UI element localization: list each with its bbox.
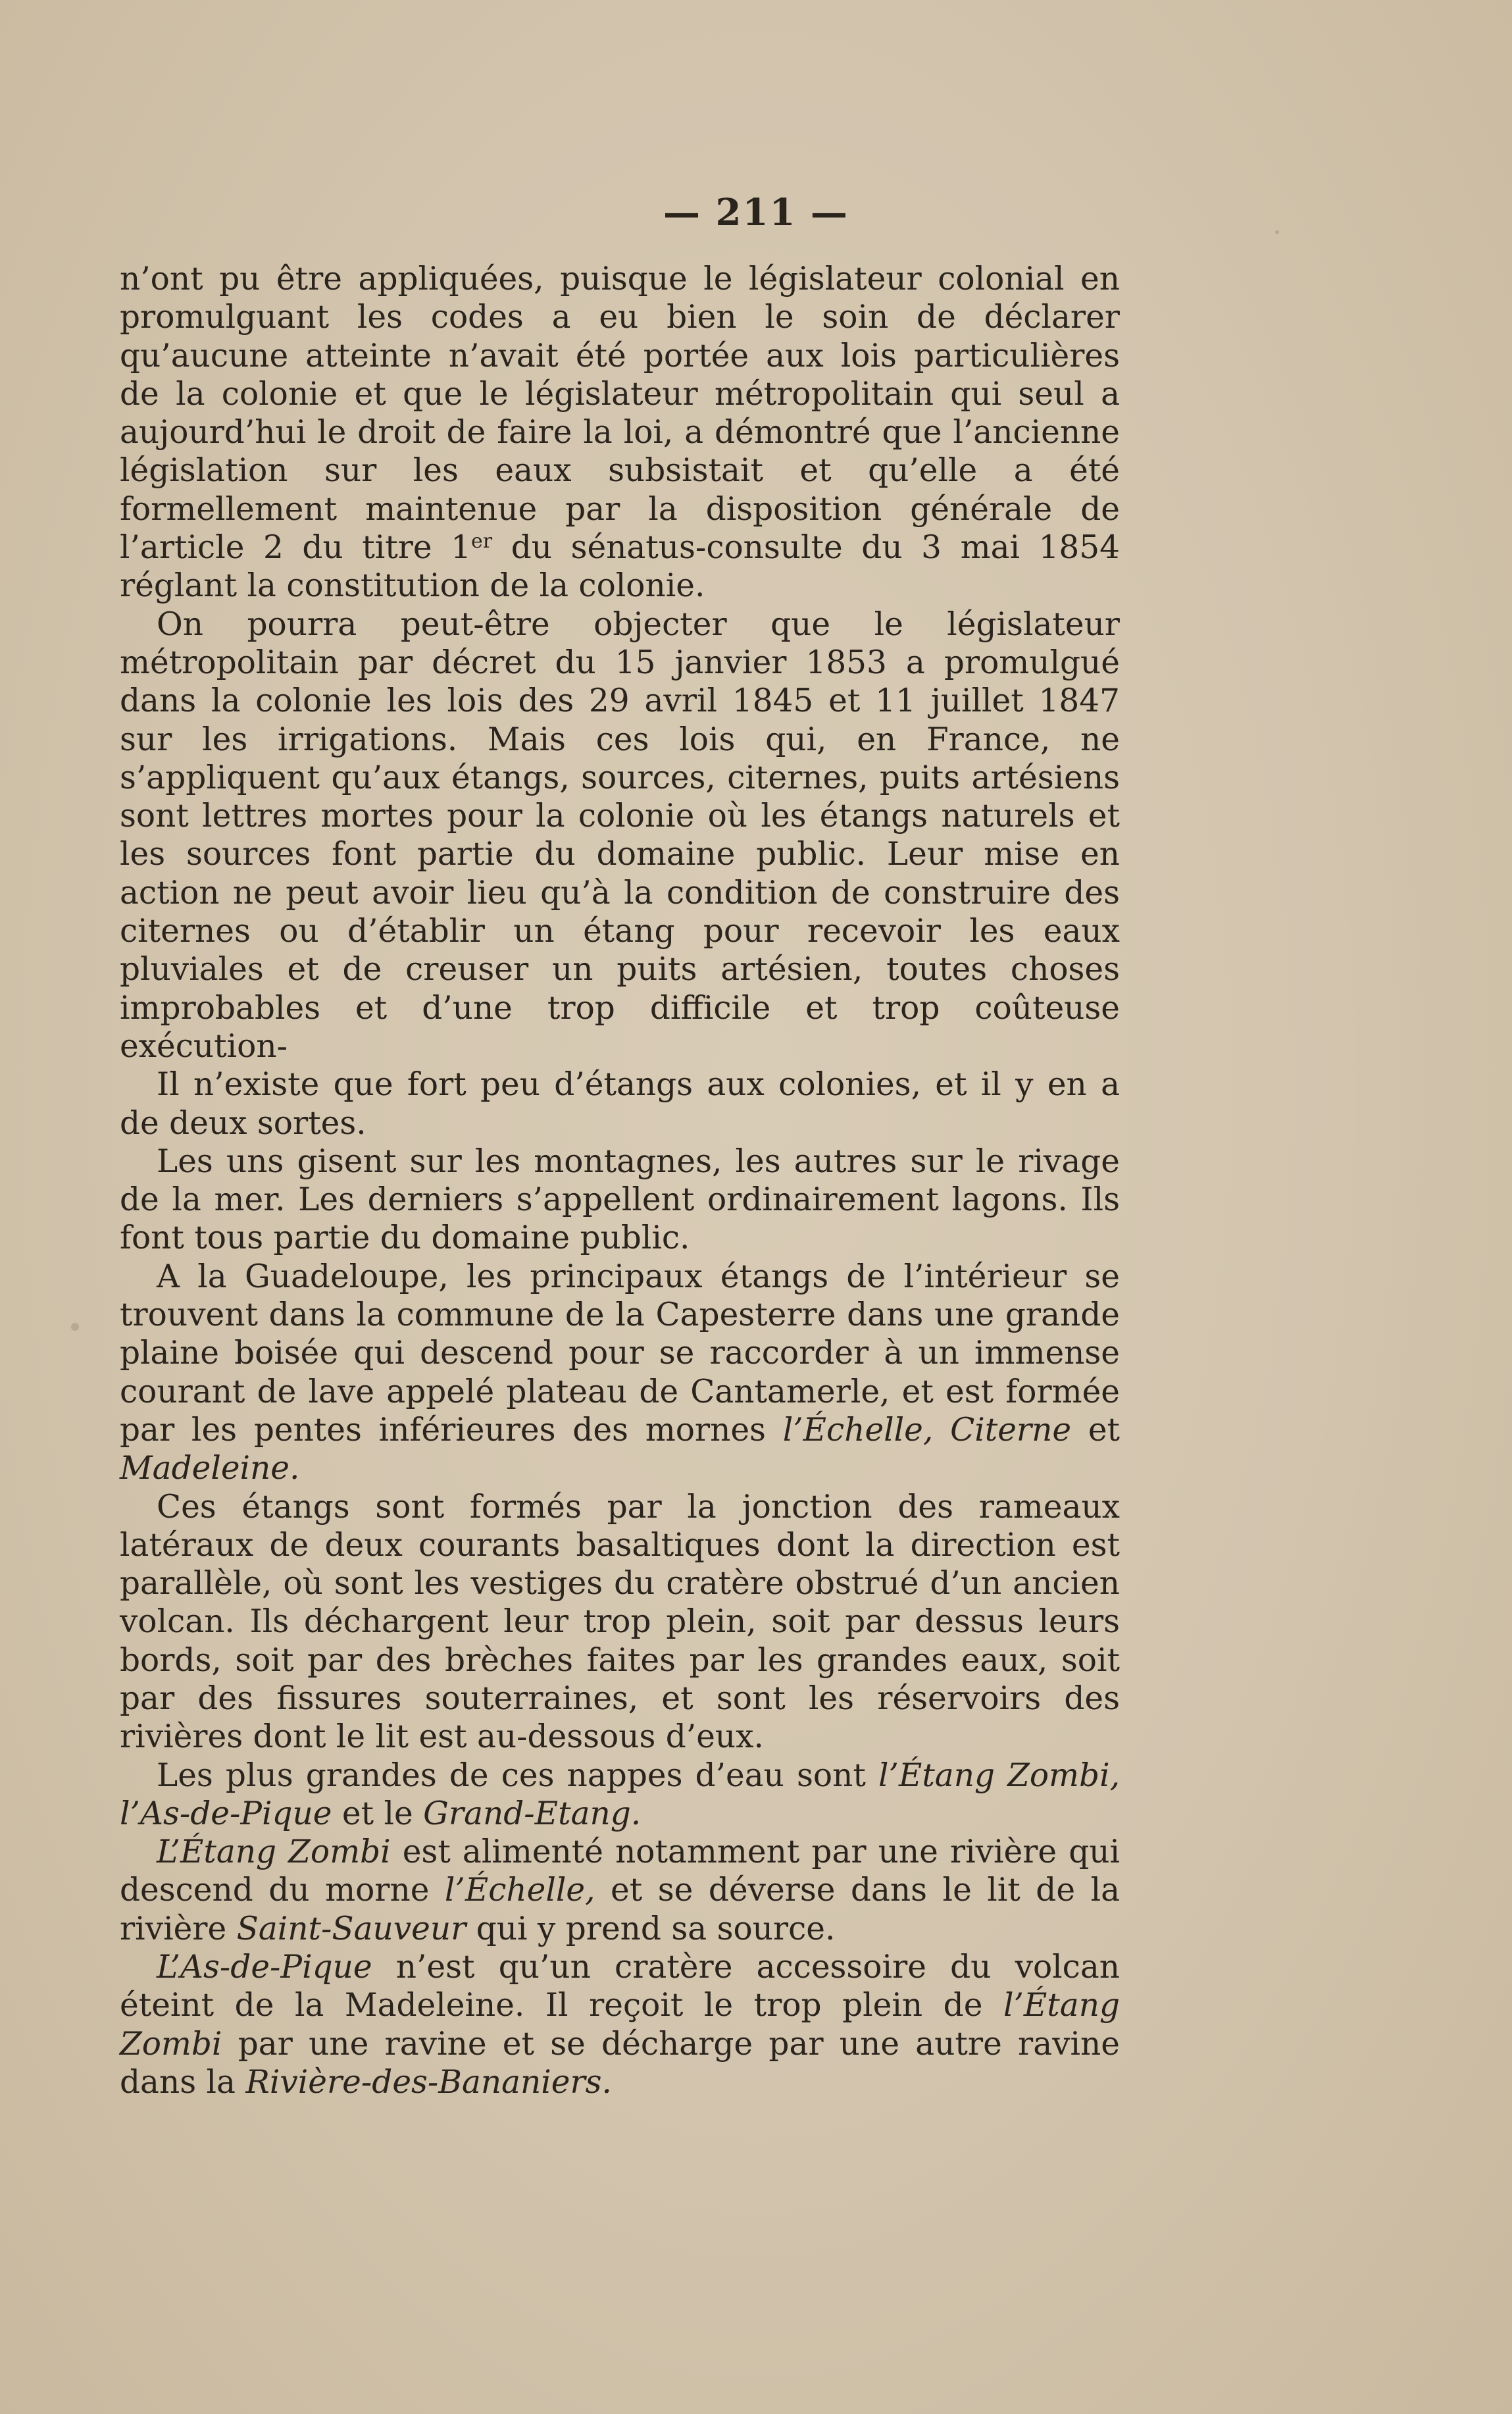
ink-speck xyxy=(1275,230,1279,234)
text-run: et se déverse dans le lit de la rivière xyxy=(120,1872,1120,1947)
text-run: n’ont pu être appliquées, puisque le législateur colonial en promulguant les codes a eu bien le soin de déclarer qu’aucune atteinte n’avait été portée aux lois particulières de la colonie et que le législateur métropolitain qui seul a aujourd’hui le droit de faire la loi, a démontré que l’ancienne législation sur les eaux subsistait et qu’elle a été formellement maintenue par la disposition générale de l’article 2 du titre 1 xyxy=(120,261,1120,567)
ink-speck xyxy=(71,1323,79,1331)
text-run: n’est qu’un cratère accessoire du volcan éteint de la Madeleine. Il reçoit le trop plein de xyxy=(120,1949,1120,2024)
italic-run: l’Étang Zombi xyxy=(120,1987,1120,2063)
text-run: Ces étangs sont formés par la jonction des rameaux latéraux de deux courants basaltiques dont la direction est parallèle, où sont les vestiges du cratère obstrué d’un ancien volcan. Ils déchargent leur trop plein, soit par dessus leurs bords, soit par des brèches faites par les grandes eaux, soit par des fissures souterraines, et sont les réservoirs des rivières dont le lit est au-dessous d’eux. xyxy=(120,1488,1120,1756)
italic-run: Grand-Etang. xyxy=(423,1795,642,1832)
paragraph xyxy=(120,1833,1120,1948)
italic-run: l’Échelle, Citerne xyxy=(782,1411,1072,1449)
italic-run: L’Étang Zombi xyxy=(157,1834,391,1871)
text-run: qui y prend sa source. xyxy=(466,1910,836,1947)
italic-run: Saint-Sauveur xyxy=(236,1910,466,1947)
paragraph xyxy=(120,1757,1120,1834)
paragraph xyxy=(120,1258,1120,1488)
paragraph xyxy=(120,1488,1120,1757)
italic-run: Rivière-des-Bananiers. xyxy=(245,2063,612,2101)
paragraph xyxy=(120,1066,1120,1143)
text-run: et le xyxy=(332,1795,424,1832)
text-run: du sénatus-consulte du 3 mai 1854 réglant la constitution de la colonie. xyxy=(120,529,1120,605)
text-run: et xyxy=(1071,1411,1121,1449)
paragraph xyxy=(120,260,1120,605)
paragraph xyxy=(120,605,1120,1066)
italic-run: l’Étang Zombi, l’As-de-Pique xyxy=(120,1757,1120,1832)
superscript: er xyxy=(471,530,493,553)
italic-run: L’As-de-Pique xyxy=(157,1949,372,1986)
text-run: On pourra peut-être objecter que le législateur métropolitain par décret du 15 janvier 1853 a promulgué dans la colonie les lois des 29 avril 1845 et 11 juillet 1847 sur les irrigations. Mais ces lois qui, en France, ne s’appliquent qu’aux étangs, sources, citernes, puits artésiens sont lettres mortes pour la colonie où les étangs naturels et les sources font partie du domaine public. Leur mise en action ne peut avoir lieu qu’à la condition de construire des citernes ou d’établir un étang pour recevoir les eaux pluviales et de creuser un puits artésien, toutes choses improbables et d’une trop difficile et trop coûteuse exécution- xyxy=(120,605,1120,1065)
text-run: Les plus grandes de ces nappes d’eau sont xyxy=(157,1757,878,1794)
text-run: A la Guadeloupe, les principaux étangs de l’intérieur se trouvent dans la commune de la Capesterre dans une grande plaine boisée qui descend pour se raccorder à un immense courant de lave appelé plateau de Cantamerle, et est formée par les pentes inférieures des mornes xyxy=(120,1258,1120,1449)
text-run: Il n’existe que fort peu d’étangs aux colonies, et il y en a de deux sortes. xyxy=(120,1066,1120,1142)
body-text xyxy=(120,260,1120,2101)
text-run: est alimenté notamment par une rivière qui descend du morne xyxy=(120,1834,1121,1909)
text-run: par une ravine et se décharge par une autre ravine dans la xyxy=(120,2025,1120,2101)
paragraph xyxy=(120,1948,1120,2101)
text-run: Les uns gisent sur les montagnes, les autres sur le rivage de la mer. Les derniers s’appellent ordinairement lagons. Ils font tous partie du domaine public. xyxy=(120,1143,1120,1257)
italic-run: Madeleine. xyxy=(120,1450,300,1487)
page-number: — 211 — xyxy=(663,191,849,234)
paragraph xyxy=(120,1143,1120,1258)
italic-run: l’Échelle, xyxy=(444,1872,595,1909)
